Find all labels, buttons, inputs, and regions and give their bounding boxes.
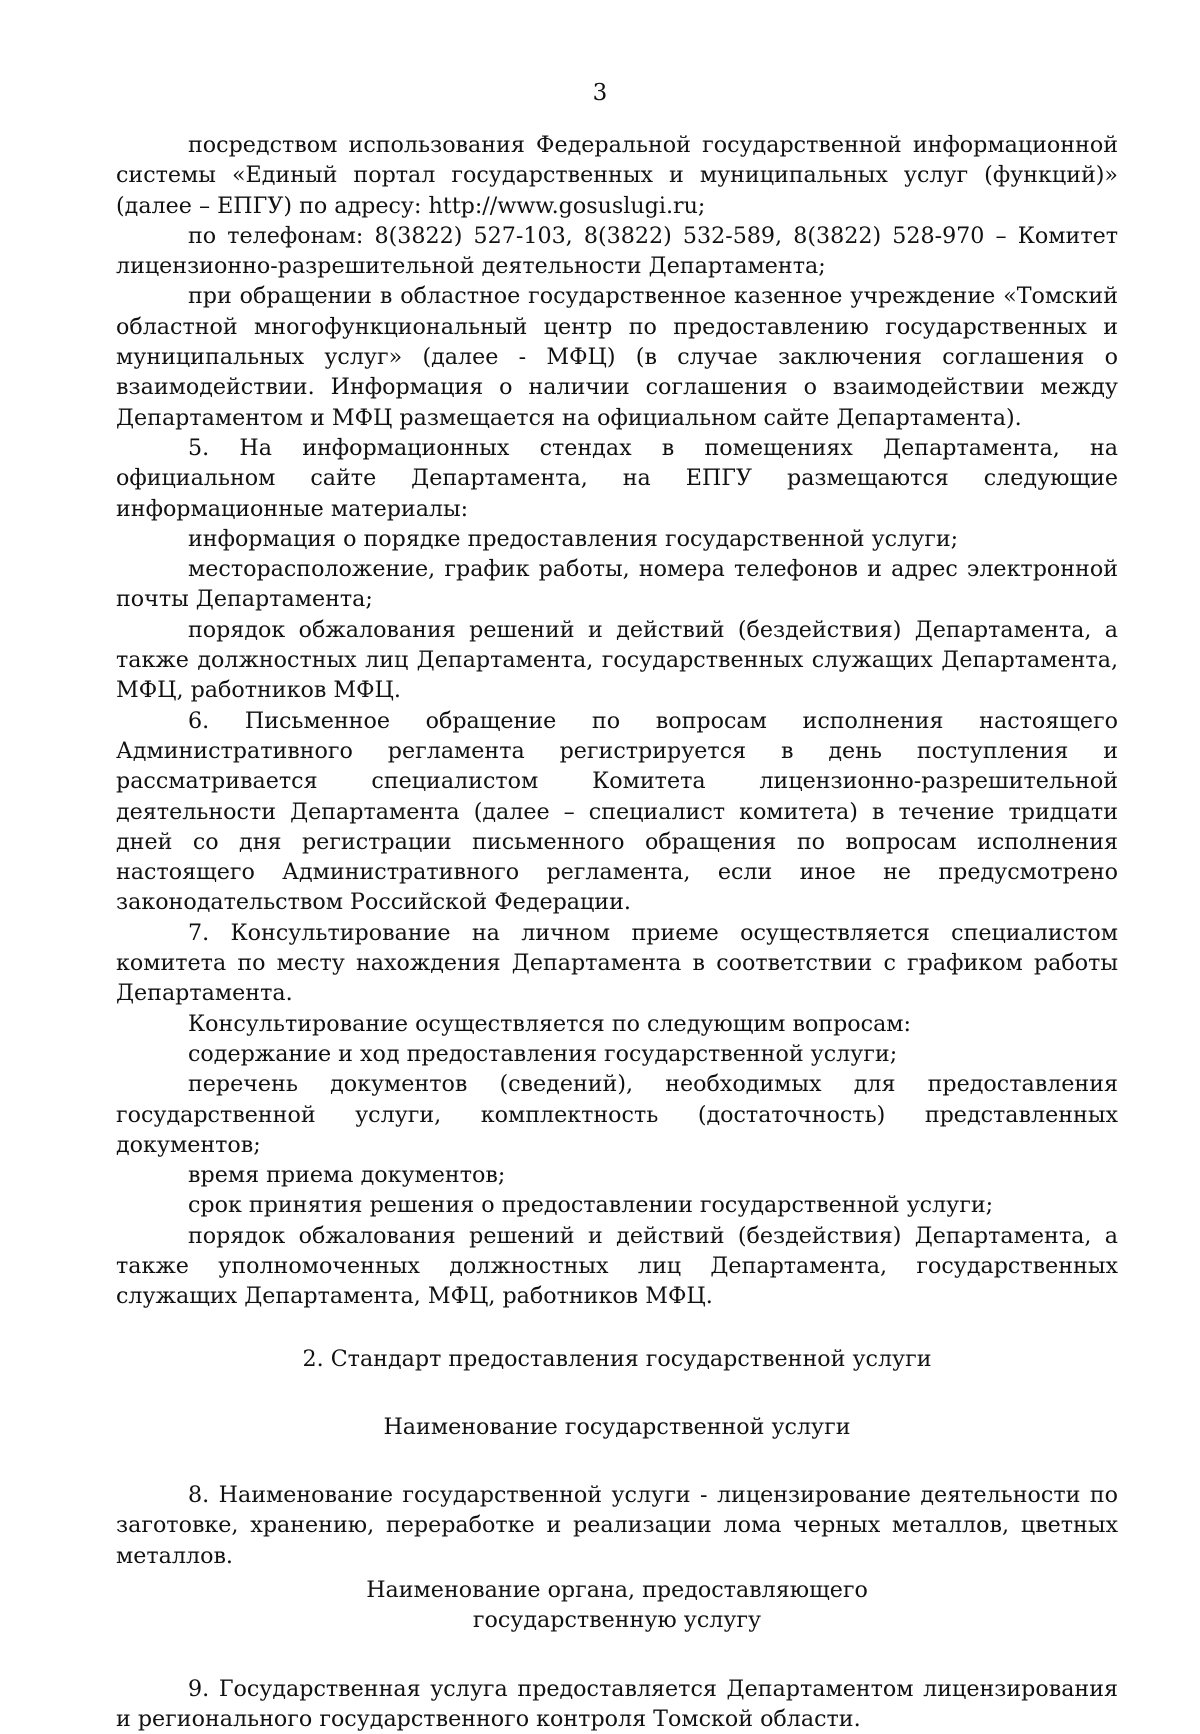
paragraph-9: 9. Государственная услуга предоставляется Департаментом лицензирования и регионального государственного контроля Томской области. <box>116 1675 1118 1732</box>
paragraph-7-item-1: содержание и ход предоставления государственной услуги; <box>188 1040 898 1067</box>
paragraph-7-item-3: время приема документов; <box>188 1162 506 1189</box>
subheading-authority-line-1: Наименование органа, предоставляющего <box>366 1577 868 1604</box>
page-number: 3 <box>592 80 608 106</box>
paragraph-6: 6. Письменное обращение по вопросам исполнения настоящего Административного регламента регистрируется в день поступления и рассматривается специалистом Комитета лицензионно-разрешительной деятельности Департамента (далее – специалист комитета) в течение тридцати дней со дня регистрации письменного обращения по вопросам исполнения настоящего Административного регламента, если иное не предусмотрено законодательством Российской Федерации. <box>116 707 1118 916</box>
paragraph-5: 5. На информационных стендах в помещениях Департамента, на официальном сайте Департамента, на ЕПГУ размещаются следующие информационные материалы: <box>116 434 1118 522</box>
paragraph-7-intro: Консультирование осуществляется по следующим вопросам: <box>188 1010 912 1037</box>
paragraph-7-item-5: порядок обжалования решений и действий (бездействия) Департамента, а также уполномоченных должностных лиц Департамента, государственных служащих Департамента, МФЦ, работников МФЦ. <box>116 1222 1118 1310</box>
paragraph-5-item-2: месторасположение, график работы, номера телефонов и адрес электронной почты Департамента; <box>116 556 1118 613</box>
paragraph-phones: по телефонам: 8(3822) 527-103, 8(3822) 532-589, 8(3822) 528-970 – Комитет лицензионно-разрешительной деятельности Департамента; <box>116 222 1118 280</box>
subheading-authority-line-2: государственную услугу <box>472 1607 762 1634</box>
paragraph-5-item-1: информация о порядке предоставления государственной услуги; <box>188 525 959 552</box>
subheading-service-name: Наименование государственной услуги <box>383 1413 851 1440</box>
section-heading: 2. Стандарт предоставления государственной услуги <box>302 1345 932 1372</box>
document-body <box>116 130 1118 1734</box>
paragraph-7-item-4: срок принятия решения о предоставлении государственной услуги; <box>188 1192 994 1219</box>
paragraph-7-item-2: перечень документов (сведений), необходимых для предоставления государственной услуги, комплектность (достаточность) представленных документов; <box>116 1071 1118 1158</box>
paragraph-epgu: посредством использования Федеральной государственной информационной системы «Единый портал государственных и муниципальных услуг (функций)» (далее – ЕПГУ) по адресу: http://www.gosuslugi.ru; <box>116 132 1118 219</box>
paragraph-5-item-3: порядок обжалования решений и действий (бездействия) Департамента, а также должностных лиц Департамента, государственных служащих Департамента, МФЦ, работников МФЦ. <box>116 616 1118 704</box>
paragraph-8: 8. Наименование государственной услуги - лицензирование деятельности по заготовке, хранению, переработке и реализации лома черных металлов, цветных металлов. <box>116 1482 1118 1569</box>
paragraph-mfc: при обращении в областное государственное казенное учреждение «Томский областной многофункциональный центр по предоставлению государственных и муниципальных услуг» (далее - МФЦ) (в случае заключения соглашения о взаимодействии. Информация о наличии соглашения о взаимодействии между Департаментом и МФЦ размещается на официальном сайте Департамента). <box>116 283 1118 431</box>
paragraph-7: 7. Консультирование на личном приеме осуществляется специалистом комитета по месту нахождения Департамента в соответствии с графиком работы Департамента. <box>116 919 1118 1007</box>
